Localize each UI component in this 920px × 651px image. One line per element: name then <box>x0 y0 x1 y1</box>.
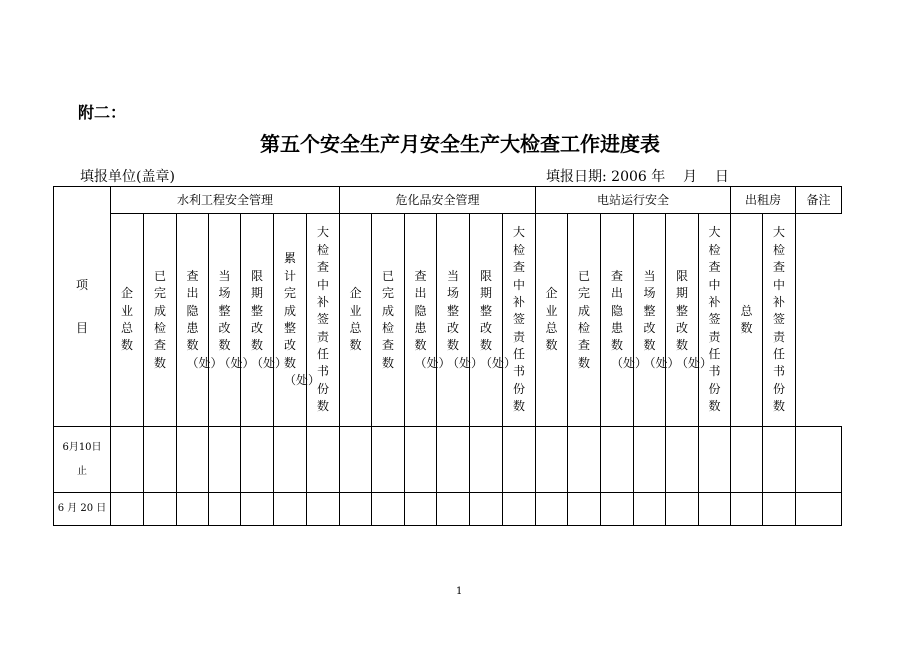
table-cell <box>111 427 144 493</box>
col-header <box>307 214 340 427</box>
col-label: 已完成检查数 <box>154 268 167 370</box>
table-cell <box>209 427 241 493</box>
table-cell <box>731 427 763 493</box>
table-cell <box>536 427 568 493</box>
table-cell <box>699 427 731 493</box>
table-cell <box>405 427 437 493</box>
col-label: 限期整改数（处） <box>480 268 517 370</box>
col-label: 查出隐患数（处） <box>186 268 223 370</box>
col-label: 大检查中补签责任书份数 <box>513 225 526 414</box>
col-label: 当场整改数（处） <box>218 268 255 370</box>
col-label: 查出隐患数（处） <box>414 268 451 370</box>
table-cell <box>503 427 536 493</box>
fill-unit-label: 填报单位(盖章) <box>80 169 175 185</box>
table-cell <box>568 493 601 526</box>
col-label: 当场整改数（处） <box>447 268 484 370</box>
group-rental: 出租房 <box>731 187 796 214</box>
table-cell <box>634 493 666 526</box>
col-label: 限期整改数（处） <box>676 268 713 370</box>
table-cell <box>666 427 699 493</box>
col-header <box>634 214 680 427</box>
col-header <box>666 214 713 427</box>
table-cell <box>437 493 470 526</box>
col-label: 企业总数 <box>349 286 362 353</box>
table-cell <box>274 427 307 493</box>
col-label: 查出隐患数（处） <box>611 268 648 370</box>
table-cell <box>503 493 536 526</box>
table-cell <box>209 493 241 526</box>
col-header <box>601 214 648 427</box>
table-cell <box>177 427 209 493</box>
row-label-r1: 6月10日 止 <box>54 427 111 493</box>
col-header <box>209 214 255 427</box>
table-cell <box>731 493 763 526</box>
col-label: 已完成检查数 <box>578 268 591 370</box>
attachment-label: 附二： <box>78 103 127 122</box>
row-label-r2: 6 月 20 日 <box>54 493 111 526</box>
table-cell <box>470 427 503 493</box>
table-row <box>54 427 842 493</box>
col-label: 大检查中补签责任书份数 <box>773 225 786 414</box>
col-header <box>536 214 568 427</box>
table-cell <box>470 493 503 526</box>
col-header <box>340 214 372 427</box>
table-cell <box>144 427 177 493</box>
col-label: 总数 <box>740 303 753 335</box>
col-header <box>699 214 731 427</box>
page-number: 1 <box>456 586 463 597</box>
table-cell <box>177 493 209 526</box>
table-cell <box>796 427 842 493</box>
col-header <box>437 214 484 427</box>
table-cell <box>796 493 842 526</box>
col-header <box>763 214 796 427</box>
col-header <box>111 214 144 427</box>
col-header <box>274 214 321 427</box>
table-cell <box>372 493 405 526</box>
group-remarks: 备注 <box>796 187 842 214</box>
table-cell <box>340 493 372 526</box>
table-cell <box>144 493 177 526</box>
col-label: 限期整改数（处） <box>251 268 288 370</box>
table-cell <box>405 493 437 526</box>
col-header <box>241 214 288 427</box>
table-cell <box>340 427 372 493</box>
col-header <box>503 214 536 427</box>
group-water: 水利工程安全管理 <box>111 187 340 214</box>
col-header <box>731 214 763 427</box>
col-header <box>568 214 601 427</box>
table-cell <box>372 427 405 493</box>
col-label: 已完成检查数 <box>382 268 395 370</box>
table-row <box>54 493 842 526</box>
table-cell <box>699 493 731 526</box>
table-cell <box>536 493 568 526</box>
col-label: 企业总数 <box>545 286 558 353</box>
table-cell <box>307 493 340 526</box>
fill-date-label: 填报日期: 2006 年 月 日 <box>546 169 729 185</box>
col-label: 大检查中补签责任书份数 <box>708 225 721 414</box>
table-cell <box>307 427 340 493</box>
col-label: 累计完成整改数（处） <box>284 251 321 388</box>
col-label: 大检查中补签责任书份数 <box>317 225 330 414</box>
col-label: 企业总数 <box>121 286 134 353</box>
table-cell <box>601 427 634 493</box>
col-label: 当场整改数（处） <box>643 268 680 370</box>
table-cell <box>666 493 699 526</box>
table-cell <box>763 427 796 493</box>
page-title: 第五个安全生产月安全生产大检查工作进度表 <box>260 132 660 156</box>
col-header <box>144 214 177 427</box>
table-cell <box>601 493 634 526</box>
col-header <box>177 214 223 427</box>
project-header <box>54 187 111 427</box>
table-cell <box>763 493 796 526</box>
group-power: 电站运行安全 <box>536 187 731 214</box>
project-label: 项 目 <box>76 277 89 335</box>
progress-table <box>53 186 842 526</box>
table-cell <box>437 427 470 493</box>
col-header <box>372 214 405 427</box>
col-header <box>470 214 517 427</box>
table-cell <box>274 493 307 526</box>
group-hazard: 危化品安全管理 <box>340 187 536 214</box>
table-cell <box>634 427 666 493</box>
table-cell <box>568 427 601 493</box>
col-header <box>405 214 451 427</box>
table-cell <box>111 493 144 526</box>
table-cell <box>241 493 274 526</box>
table-cell <box>241 427 274 493</box>
